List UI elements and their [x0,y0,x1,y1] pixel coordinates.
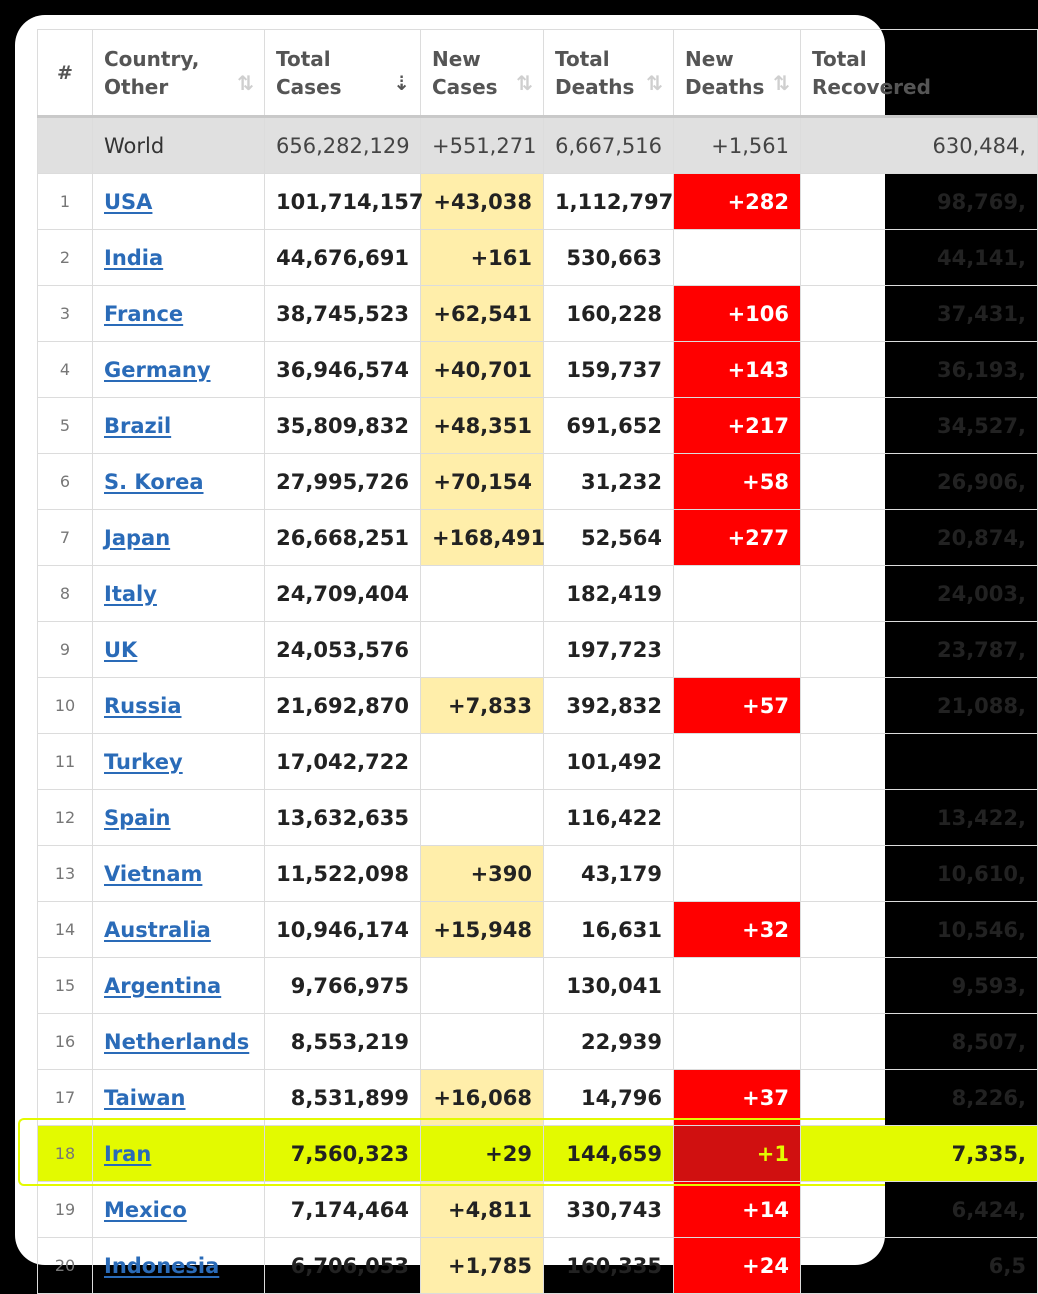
table-row [38,1070,1038,1126]
table-row [38,958,1038,1014]
country-link[interactable]: UK [104,637,138,662]
total-recovered-cell: 23,787, [801,622,1038,678]
header-total-recovered[interactable]: Total Recovered [801,30,1038,117]
total-cases-cell: 21,692,870 [265,678,421,734]
total-deaths-cell: 101,492 [544,734,674,790]
new-cases-cell: +390 [421,846,544,902]
total-cases-cell: 10,946,174 [265,902,421,958]
new-cases-cell: +62,541 [421,286,544,342]
total-cases-cell: 44,676,691 [265,230,421,286]
new-cases-cell: +168,491 [421,510,544,566]
country-link[interactable]: India [104,245,164,270]
table-header-row [38,30,1038,117]
total-recovered-cell: 6,424, [801,1182,1038,1238]
table-row [38,174,1038,230]
row-index: 20 [38,1238,93,1294]
total-recovered-cell: 7,335, [801,1126,1038,1182]
row-index: 13 [38,846,93,902]
total-deaths-cell: 159,737 [544,342,674,398]
country-link[interactable]: Iran [104,1141,152,1166]
country-link[interactable]: Italy [104,581,157,606]
row-index: 15 [38,958,93,1014]
new-deaths-cell: +143 [674,342,801,398]
table-row [38,1182,1038,1238]
table-row [38,286,1038,342]
country-link[interactable]: Netherlands [104,1029,250,1054]
total-cases-cell: 27,995,726 [265,454,421,510]
table-row [38,622,1038,678]
total-cases-cell: 35,809,832 [265,398,421,454]
row-index: 6 [38,454,93,510]
total-deaths-cell: 530,663 [544,230,674,286]
total-deaths-cell: 22,939 [544,1014,674,1070]
total-deaths-cell: 116,422 [544,790,674,846]
total-recovered-cell: 36,193, [801,342,1038,398]
new-deaths-cell: +37 [674,1070,801,1126]
table-row [38,1126,1038,1182]
total-deaths-cell: 16,631 [544,902,674,958]
country-link[interactable]: Japan [104,525,171,550]
country-link[interactable]: Mexico [104,1197,187,1222]
total-deaths-cell: 330,743 [544,1182,674,1238]
total-recovered-cell: 20,874, [801,510,1038,566]
header-total-cases[interactable]: Total Cases ⇣ [265,30,421,117]
header-new-cases[interactable]: New Cases ⇅ [421,30,544,117]
row-index: 4 [38,342,93,398]
row-index: 8 [38,566,93,622]
total-cases-cell: 6,706,053 [265,1238,421,1294]
sort-arrows-icon[interactable]: ⇅ [516,71,533,95]
total-cases-cell: 13,632,635 [265,790,421,846]
world-total-recovered: 630,484, [801,117,1038,174]
row-index: 12 [38,790,93,846]
table-row [38,230,1038,286]
header-total-deaths[interactable]: Total Deaths ⇅ [544,30,674,117]
new-cases-cell [421,566,544,622]
new-cases-cell [421,622,544,678]
table-row [38,678,1038,734]
new-cases-cell: +4,811 [421,1182,544,1238]
total-recovered-cell: 26,906, [801,454,1038,510]
total-recovered-cell: 10,610, [801,846,1038,902]
header-country[interactable]: Country, Other ⇅ [93,30,265,117]
new-deaths-cell: +24 [674,1238,801,1294]
row-index: 7 [38,510,93,566]
world-new-cases: +551,271 [421,117,544,174]
new-deaths-cell: +1 [674,1126,801,1182]
total-cases-cell: 24,053,576 [265,622,421,678]
new-deaths-cell [674,846,801,902]
world-new-deaths: +1,561 [674,117,801,174]
total-cases-cell: 7,174,464 [265,1182,421,1238]
total-cases-cell: 11,522,098 [265,846,421,902]
total-recovered-cell: 6,5 [801,1238,1038,1294]
total-recovered-cell: 8,226, [801,1070,1038,1126]
sort-arrows-icon[interactable]: ⇅ [237,71,254,95]
new-cases-cell: +43,038 [421,174,544,230]
sort-arrows-icon[interactable]: ⇅ [646,71,663,95]
row-index: 14 [38,902,93,958]
table-row [38,846,1038,902]
total-deaths-cell: 197,723 [544,622,674,678]
total-deaths-cell: 130,041 [544,958,674,1014]
country-link[interactable]: Vietnam [104,861,203,886]
total-deaths-cell: 43,179 [544,846,674,902]
table-row [38,1238,1038,1294]
new-deaths-cell: +57 [674,678,801,734]
new-deaths-cell: +106 [674,286,801,342]
world-total-cases: 656,282,129 [265,117,421,174]
total-cases-cell: 8,553,219 [265,1014,421,1070]
total-recovered-cell: 9,593, [801,958,1038,1014]
country-link[interactable]: USA [104,189,153,214]
total-deaths-cell: 392,832 [544,678,674,734]
total-deaths-cell: 182,419 [544,566,674,622]
total-deaths-cell: 144,659 [544,1126,674,1182]
new-deaths-cell: +217 [674,398,801,454]
new-cases-cell: +48,351 [421,398,544,454]
new-deaths-cell: +14 [674,1182,801,1238]
row-index: 19 [38,1182,93,1238]
table-row [38,342,1038,398]
new-cases-cell: +15,948 [421,902,544,958]
new-deaths-cell [674,566,801,622]
row-index: 18 [38,1126,93,1182]
new-cases-cell: +161 [421,230,544,286]
new-deaths-cell [674,1014,801,1070]
new-cases-cell: +7,833 [421,678,544,734]
table-row [38,734,1038,790]
row-index: 3 [38,286,93,342]
total-recovered-cell: 10,546, [801,902,1038,958]
total-deaths-cell: 14,796 [544,1070,674,1126]
total-deaths-cell: 1,112,797 [544,174,674,230]
new-cases-cell: +16,068 [421,1070,544,1126]
country-link[interactable]: Turkey [104,749,183,774]
total-recovered-cell: 24,003, [801,566,1038,622]
total-deaths-cell: 31,232 [544,454,674,510]
new-cases-cell [421,790,544,846]
row-index: 16 [38,1014,93,1070]
new-deaths-cell [674,622,801,678]
world-total-deaths: 6,667,516 [544,117,674,174]
table-row [38,566,1038,622]
table-row [38,1014,1038,1070]
world-label: World [93,117,265,174]
new-cases-cell [421,958,544,1014]
total-recovered-cell: 21,088, [801,678,1038,734]
total-cases-cell: 17,042,722 [265,734,421,790]
row-index: 10 [38,678,93,734]
row-index: 11 [38,734,93,790]
country-link[interactable]: Australia [104,917,211,942]
new-deaths-cell: +58 [674,454,801,510]
row-index: 17 [38,1070,93,1126]
world-total-row [38,117,1038,174]
new-cases-cell [421,1014,544,1070]
total-recovered-cell: 98,769, [801,174,1038,230]
country-link[interactable]: Argentina [104,973,222,998]
table-row [38,902,1038,958]
new-deaths-cell: +277 [674,510,801,566]
total-recovered-cell: 44,141, [801,230,1038,286]
covid-stats-table [37,29,1038,1294]
total-deaths-cell: 691,652 [544,398,674,454]
total-recovered-cell: 13,422, [801,790,1038,846]
row-index: 1 [38,174,93,230]
total-cases-cell: 36,946,574 [265,342,421,398]
new-cases-cell: +29 [421,1126,544,1182]
country-link[interactable]: France [104,301,184,326]
table-row [38,398,1038,454]
total-recovered-cell: 8,507, [801,1014,1038,1070]
total-deaths-cell: 160,228 [544,286,674,342]
header-new-deaths[interactable]: New Deaths ⇅ [674,30,801,117]
new-cases-cell [421,734,544,790]
total-recovered-cell [801,734,1038,790]
cropped-tab-strip [15,15,885,29]
country-link[interactable]: Indonesia [104,1253,220,1278]
country-link[interactable]: Brazil [104,413,172,438]
row-index: 9 [38,622,93,678]
country-link[interactable]: Germany [104,357,211,382]
new-deaths-cell: +32 [674,902,801,958]
total-cases-cell: 26,668,251 [265,510,421,566]
country-link[interactable]: Spain [104,805,171,830]
total-cases-cell: 9,766,975 [265,958,421,1014]
table-row [38,790,1038,846]
total-deaths-cell: 52,564 [544,510,674,566]
row-index: 5 [38,398,93,454]
sort-desc-icon[interactable]: ⇣ [393,71,410,95]
new-deaths-cell [674,230,801,286]
row-index: 2 [38,230,93,286]
total-cases-cell: 101,714,157 [265,174,421,230]
total-recovered-cell: 37,431, [801,286,1038,342]
new-cases-cell: +40,701 [421,342,544,398]
total-cases-cell: 38,745,523 [265,286,421,342]
header-index: # [38,30,93,117]
country-link[interactable]: Russia [104,693,182,718]
country-link[interactable]: S. Korea [104,469,204,494]
sort-arrows-icon[interactable]: ⇅ [773,71,790,95]
new-deaths-cell: +282 [674,174,801,230]
new-deaths-cell [674,734,801,790]
screenshot-card [15,15,1026,1278]
table-row [38,454,1038,510]
total-cases-cell: 7,560,323 [265,1126,421,1182]
new-deaths-cell [674,958,801,1014]
new-deaths-cell [674,790,801,846]
new-cases-cell: +1,785 [421,1238,544,1294]
country-link[interactable]: Taiwan [104,1085,186,1110]
table-row [38,510,1038,566]
total-recovered-cell: 34,527, [801,398,1038,454]
total-deaths-cell: 160,335 [544,1238,674,1294]
new-cases-cell: +70,154 [421,454,544,510]
total-cases-cell: 24,709,404 [265,566,421,622]
total-cases-cell: 8,531,899 [265,1070,421,1126]
